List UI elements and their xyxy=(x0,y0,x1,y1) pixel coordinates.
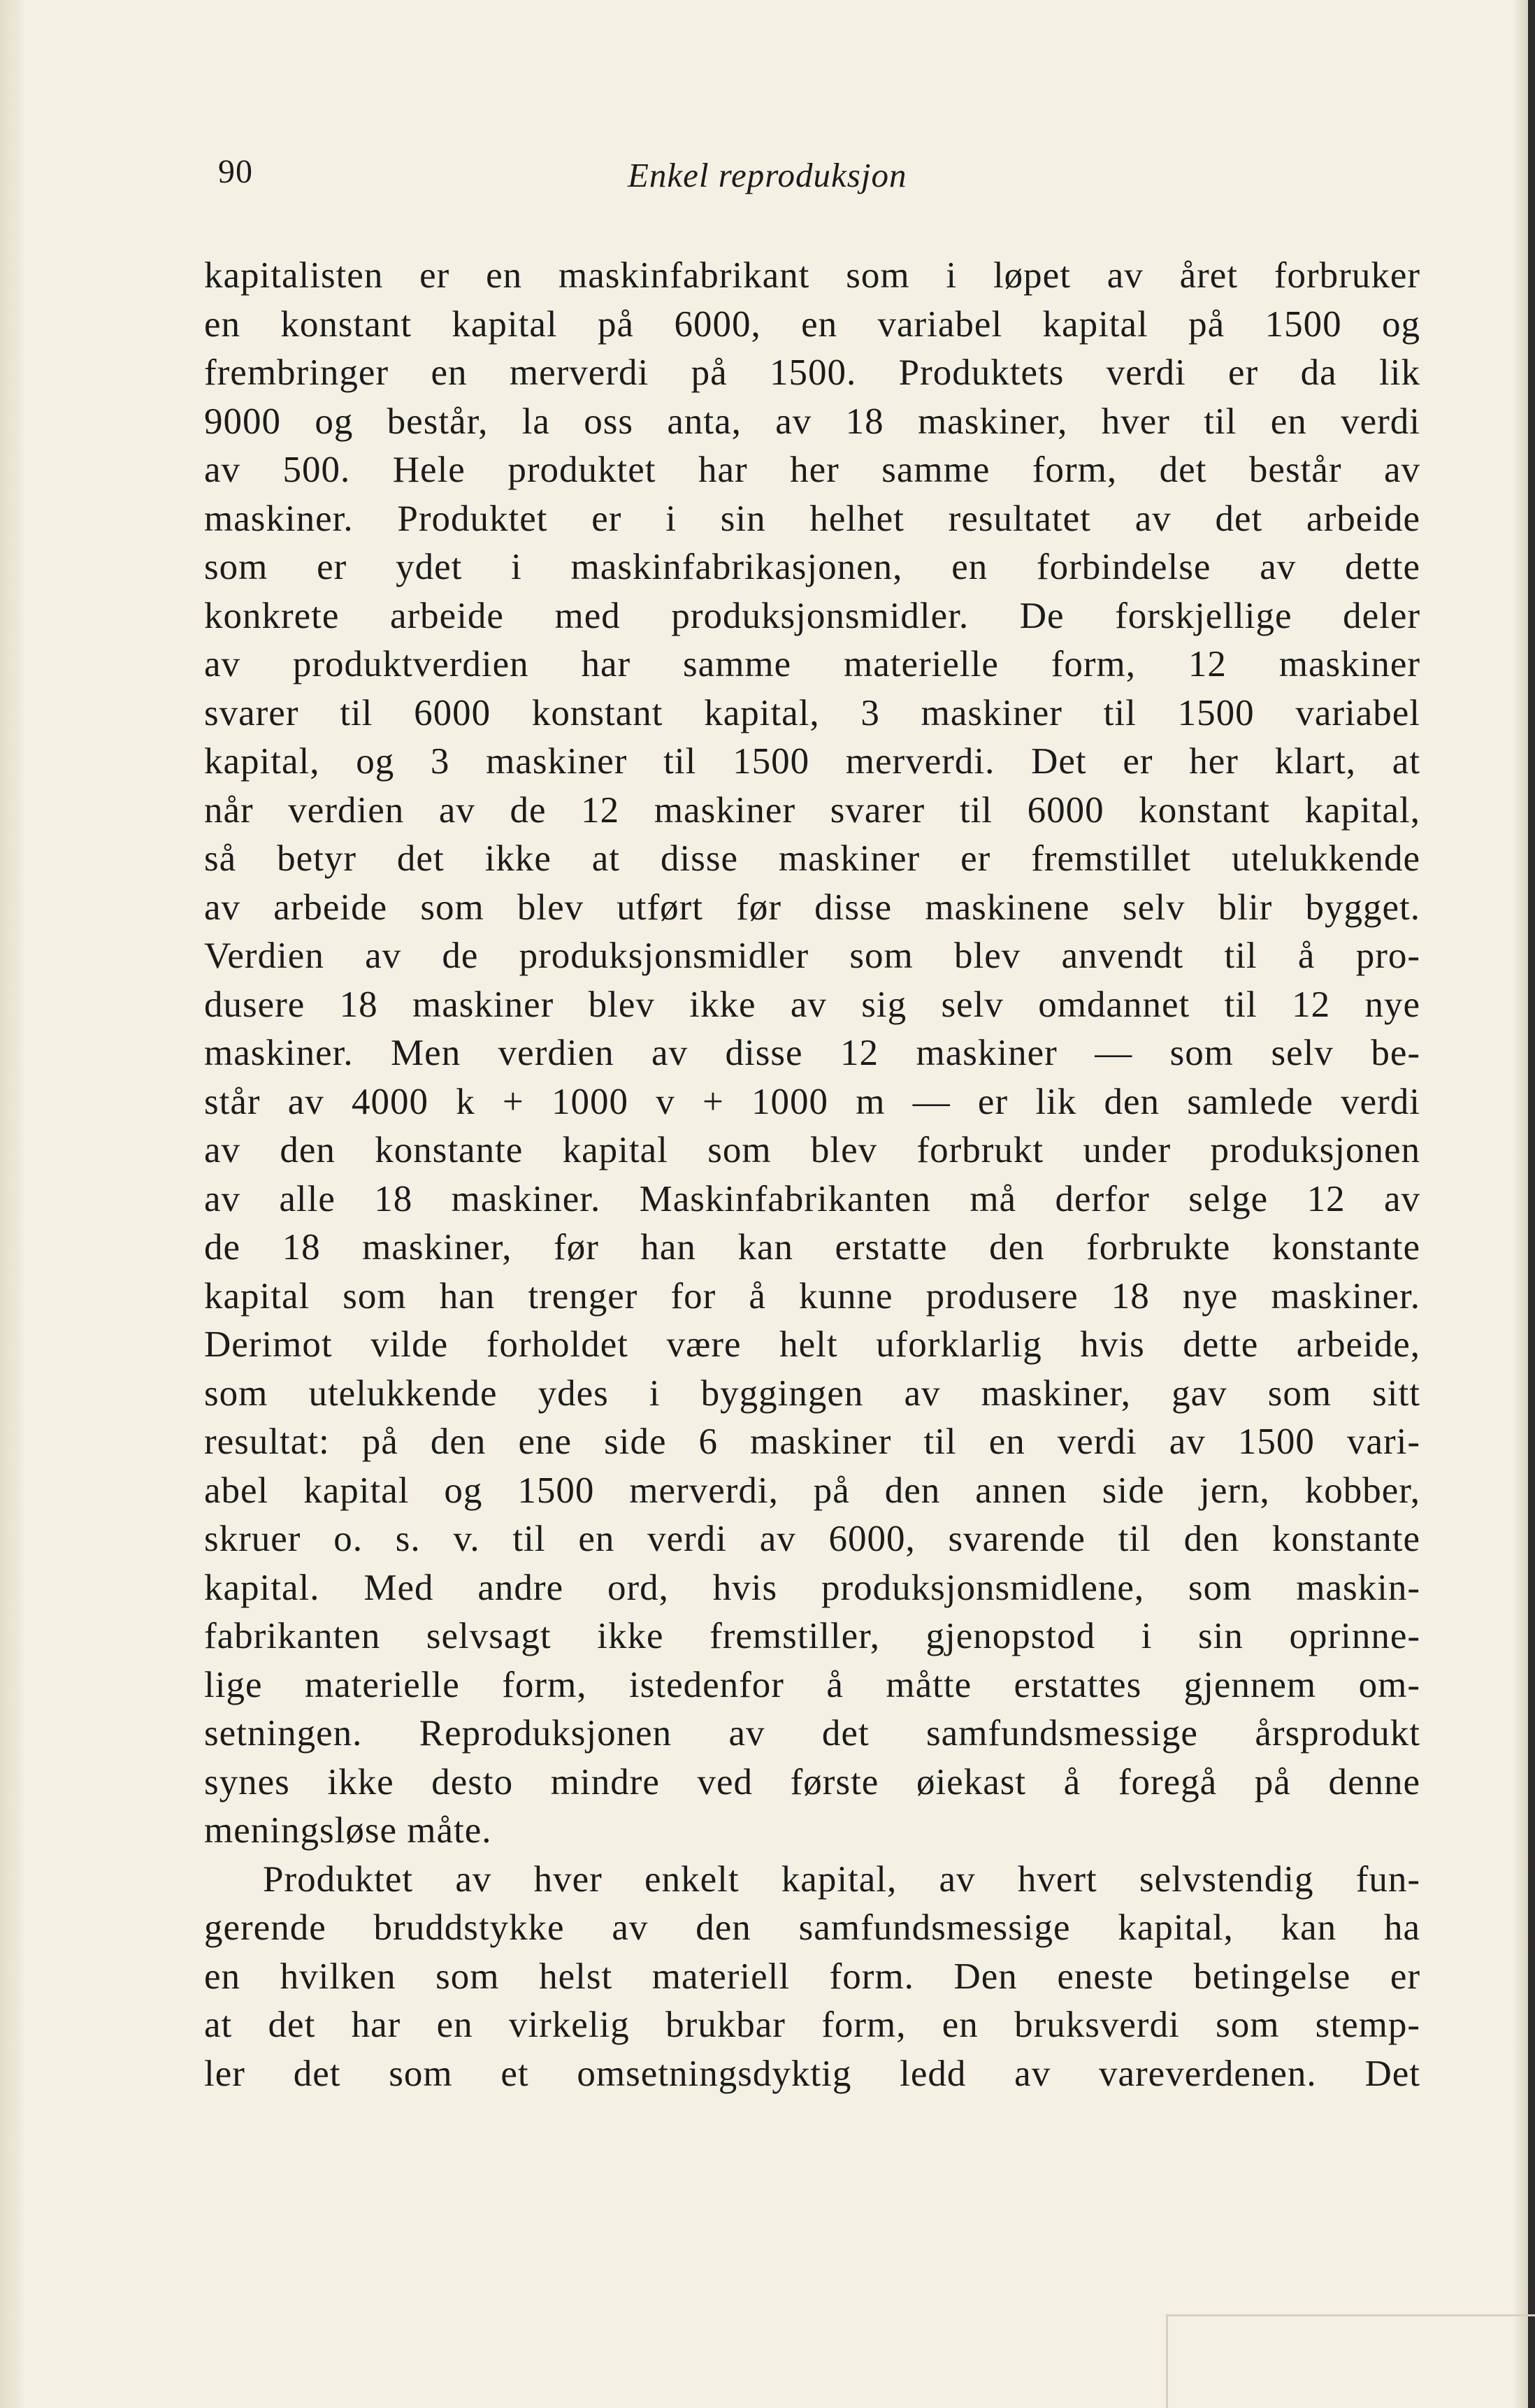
text-line: Produktet av hver enkelt kapital, av hvert selvstendig fun- xyxy=(263,1858,1420,1900)
library-stamp-outline xyxy=(1166,2314,1535,2408)
text-line: kapital. Med andre ord, hvis produksjonsmidlene, som maskin- xyxy=(204,1567,1420,1608)
text-line: fabrikanten selvsagt ikke fremstiller, gjenopstod i sin oprinne- xyxy=(204,1616,1420,1656)
text-line: Derimot vilde forholdet være helt uforklarlig hvis dette arbeide, xyxy=(204,1324,1420,1365)
text-line: skruer o. s. v. til en verdi av 6000, svarende til den konstante xyxy=(204,1519,1420,1559)
text-line: Verdien av de produksjonsmidler som blev anvendt til å pro- xyxy=(204,936,1420,976)
text-line: en hvilken som helst materiell form. Den eneste betingelse er xyxy=(204,1956,1420,1997)
text-line: 9000 og består, la oss anta, av 18 maskiner, hver til en verdi xyxy=(204,401,1420,442)
text-line: maskiner. Men verdien av disse 12 maskiner — som selv be- xyxy=(204,1033,1420,1073)
text-line: abel kapital og 1500 merverdi, på den annen side jern, kobber, xyxy=(204,1470,1420,1511)
running-head: Enkel reproduksjon xyxy=(628,156,907,194)
text-line: står av 4000 k + 1000 v + 1000 m — er lik den samlede verdi xyxy=(204,1081,1420,1122)
text-line: ler det som et omsetningsdyktig ledd av vareverdenen. Det xyxy=(204,2053,1420,2094)
text-line: konkrete arbeide med produksjonsmidler. De forskjellige deler xyxy=(204,595,1420,636)
text-line: resultat: på den ene side 6 maskiner til en verdi av 1500 vari- xyxy=(204,1421,1420,1462)
text-line: av arbeide som blev utført før disse maskinene selv blir bygget. xyxy=(204,887,1420,928)
text-line: av alle 18 maskiner. Maskinfabrikanten må derfor selge 12 av xyxy=(204,1178,1420,1219)
text-line: at det har en virkelig brukbar form, en bruksverdi som stemp- xyxy=(204,2005,1420,2045)
paragraph-1 xyxy=(204,252,1420,1856)
text-line: lige materielle form, istedenfor å måtte erstattes gjennem om- xyxy=(204,1664,1420,1705)
text-line: av produktverdien har samme materielle form, 12 maskiner xyxy=(204,644,1420,685)
text-line: gerende bruddstykke av den samfundsmessige kapital, kan ha xyxy=(204,1907,1420,1948)
text-line: så betyr det ikke at disse maskiner er fremstillet utelukkende xyxy=(204,838,1420,879)
text-line: de 18 maskiner, før han kan erstatte den forbrukte konstante xyxy=(204,1227,1420,1268)
page-left-edge xyxy=(0,0,24,2408)
text-line: kapital som han trenger for å kunne produsere 18 nye maskiner. xyxy=(204,1275,1420,1317)
paragraph-2 xyxy=(204,1856,1420,2099)
page-right-shadow xyxy=(1513,0,1528,2408)
text-line: frembringer en merverdi på 1500. Produktets verdi er da lik xyxy=(204,352,1420,393)
page-right-edge xyxy=(1528,0,1535,2408)
text-line: meningsløse måte. xyxy=(204,1810,492,1851)
text-line: dusere 18 maskiner blev ikke av sig selv omdannet til 12 nye xyxy=(204,984,1420,1025)
text-line: svarer til 6000 konstant kapital, 3 maskiner til 1500 variabel xyxy=(204,692,1420,733)
body-text xyxy=(204,252,1420,2098)
page-number: 90 xyxy=(218,153,253,190)
text-line: en konstant kapital på 6000, en variabel kapital på 1500 og xyxy=(204,303,1420,345)
text-line: som utelukkende ydes i byggingen av maskiner, gav som sitt xyxy=(204,1373,1420,1414)
text-line: synes ikke desto mindre ved første øiekast å foregå på denne xyxy=(204,1761,1420,1803)
text-line: setningen. Reproduksjonen av det samfundsmessige årsprodukt xyxy=(204,1713,1420,1754)
text-line: av den konstante kapital som blev forbrukt under produksjonen xyxy=(204,1130,1420,1170)
text-line: som er ydet i maskinfabrikasjonen, en forbindelse av dette xyxy=(204,547,1420,587)
text-line: når verdien av de 12 maskiner svarer til 6000 konstant kapital, xyxy=(204,789,1420,831)
text-line: av 500. Hele produktet har her samme form, det består av xyxy=(204,450,1420,490)
text-line: kapital, og 3 maskiner til 1500 merverdi. Det er her klart, at xyxy=(204,741,1420,782)
text-line: kapitalisten er en maskinfabrikant som i løpet av året forbruker xyxy=(204,255,1420,296)
text-line: maskiner. Produktet er i sin helhet resultatet av det arbeide xyxy=(204,498,1420,539)
